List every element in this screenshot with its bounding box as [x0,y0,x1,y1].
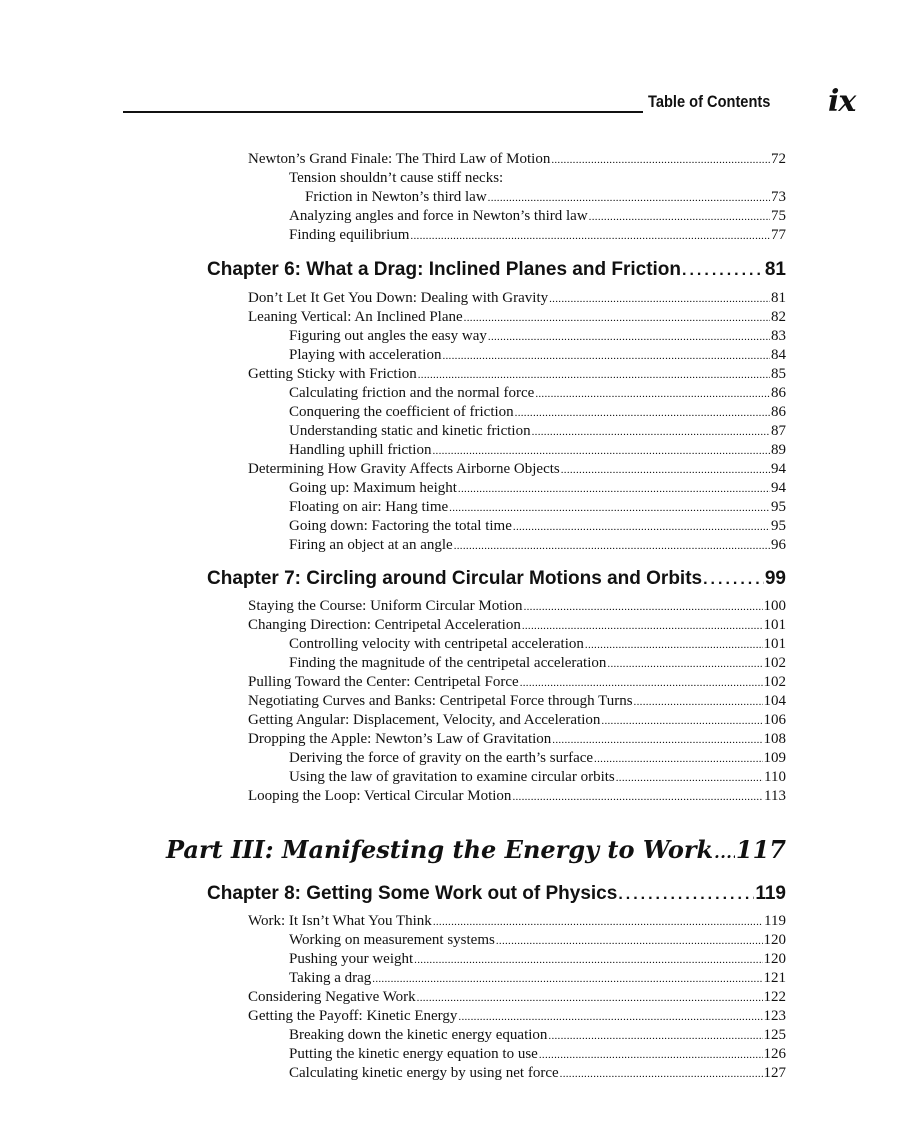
toc-entry[interactable]: Going up: Maximum height ..... 94 [289,480,786,497]
toc-entry[interactable]: Determining How Gravity Affects Airborne Objects ..... 94 [248,461,786,478]
dot-leader [548,1030,762,1042]
dot-leader [634,696,763,708]
dot-leader [513,521,770,533]
dot-leader [552,734,762,746]
toc-page-number: 84 [771,347,786,363]
toc-page-number: 96 [771,537,786,553]
toc-entry[interactable]: Considering Negative Work ..... 122 [248,989,786,1006]
chapter-heading[interactable]: Chapter 8: Getting Some Work out of Physics ..... 119 [207,883,786,905]
dot-leader [535,388,770,400]
dot-leader [458,483,770,495]
dot-leader [682,262,764,280]
toc-page-number: 127 [763,1065,786,1081]
toc-entry[interactable]: Taking a drag ..... 121 [289,970,786,987]
toc-page-number: 119 [755,883,786,904]
toc-page-number: 113 [764,788,786,804]
dot-leader [372,973,762,985]
toc-page-number: 110 [764,769,786,785]
toc-page-number: 101 [763,617,786,633]
toc-entry[interactable]: Changing Direction: Centripetal Acceleration ..... 101 [248,617,786,634]
page-number: ix [828,84,856,119]
dot-leader [560,1068,763,1080]
toc-entry[interactable]: Tension shouldn’t cause stiff necks: [289,170,504,186]
toc-entry[interactable]: Breaking down the kinetic energy equation ..... 125 [289,1027,786,1044]
toc-entry[interactable]: Negotiating Curves and Banks: Centripetal Force through Turns ..... 104 [248,693,786,710]
toc-page-number: 85 [771,366,786,382]
dot-leader [607,658,762,670]
toc-entry[interactable]: Getting Sticky with Friction ..... 85 [248,366,786,383]
dot-leader [454,540,770,552]
chapter-heading[interactable]: Chapter 7: Circling around Circular Motions and Orbits ..... 99 [207,568,786,590]
toc-page-number: 121 [763,970,786,986]
toc-entry[interactable]: Deriving the force of gravity on the earth’s surface ..... 109 [289,750,786,767]
toc-page-number: 75 [771,208,786,224]
header-rule [123,111,643,113]
dot-leader [433,916,763,928]
toc-entry[interactable]: Work: It Isn’t What You Think ..... 119 [248,913,786,930]
toc-entry[interactable]: Using the law of gravitation to examine circular orbits ..... 110 [289,769,786,786]
dot-leader [561,464,770,476]
toc-entry[interactable]: Floating on air: Hang time ..... 95 [289,499,786,516]
toc-page-number: 119 [764,913,786,929]
toc-page-number: 82 [771,309,786,325]
toc-page-number: 123 [763,1008,786,1024]
toc-entry[interactable]: Playing with acceleration ..... 84 [289,347,786,364]
toc-entry[interactable]: Pushing your weight ..... 120 [289,951,786,968]
dot-leader [703,571,764,589]
toc-entry[interactable]: Putting the kinetic energy equation to use ..... 126 [289,1046,786,1063]
dot-leader [539,1049,763,1061]
toc-page-number: 104 [763,693,786,709]
toc-page-number: 81 [764,259,786,280]
toc-entry[interactable]: Figuring out angles the easy way ..... 83 [289,328,786,345]
dot-leader [496,935,763,947]
dot-leader [618,886,754,904]
toc-entry[interactable]: Working on measurement systems ..... 120 [289,932,786,949]
dot-leader [488,331,770,343]
dot-leader [418,369,770,381]
toc-entry[interactable]: Friction in Newton’s third law ..... 73 [305,189,786,206]
toc-entry[interactable]: Handling uphill friction ..... 89 [289,442,786,459]
dot-leader [442,350,770,362]
toc-entry[interactable]: Looping the Loop: Vertical Circular Motion ..... 113 [248,788,786,805]
dot-leader [512,791,763,803]
toc-entry[interactable]: Firing an object at an angle ..... 96 [289,537,786,554]
toc-page-number: 87 [771,423,786,439]
toc-entry[interactable]: Calculating friction and the normal force ..... 86 [289,385,786,402]
dot-leader [432,445,770,457]
toc-page-number: 94 [771,480,786,496]
dot-leader [449,502,770,514]
toc-entry[interactable]: Going down: Factoring the total time ..... 95 [289,518,786,535]
running-header-title: Table of Contents [648,92,771,111]
toc-page-number: 86 [771,385,786,401]
toc-entry[interactable]: Understanding static and kinetic friction ..... 87 [289,423,786,440]
toc-entry[interactable]: Staying the Course: Uniform Circular Motion ..... 100 [248,598,786,615]
toc-entry[interactable]: Finding equilibrium ..... 77 [289,227,786,244]
toc-page-number: 120 [763,951,786,967]
toc-page-number: 122 [763,989,786,1005]
toc-page-number: 86 [771,404,786,420]
dot-leader [601,715,762,727]
toc-page-number: 126 [763,1046,786,1062]
toc-page-number: 73 [771,189,786,205]
toc-entry[interactable]: Getting Angular: Displacement, Velocity, and Acceleration ..... 106 [248,712,786,729]
toc-page-number: 95 [771,499,786,515]
toc-entry[interactable]: Don’t Let It Get You Down: Dealing with Gravity ..... 81 [248,290,786,307]
toc-entry[interactable]: Controlling velocity with centripetal acceleration ..... 101 [289,636,786,653]
dot-leader [594,753,762,765]
toc-page-number: 102 [763,674,786,690]
dot-leader [414,954,762,966]
toc-page-number: 120 [763,932,786,948]
toc-entry[interactable]: Dropping the Apple: Newton’s Law of Gravitation ..... 108 [248,731,786,748]
toc-page-number: 95 [771,518,786,534]
dot-leader [520,677,763,689]
toc-page-number: 81 [771,290,786,306]
dot-leader [515,407,770,419]
toc-page-number: 101 [763,636,786,652]
toc-page-number: 100 [763,598,786,614]
dot-leader [464,312,770,324]
toc-page-number: 72 [771,151,786,167]
toc-entry[interactable]: Newton’s Grand Finale: The Third Law of Motion ..... 72 [248,151,786,168]
dot-leader [616,772,763,784]
chapter-heading[interactable]: Chapter 6: What a Drag: Inclined Planes and Friction ..... 81 [207,259,786,281]
toc-entry[interactable]: Calculating kinetic energy by using net force ..... 127 [289,1065,786,1082]
dot-leader [585,639,763,651]
toc-entry[interactable]: Finding the magnitude of the centripetal acceleration ..... 102 [289,655,786,672]
dot-leader [524,601,763,613]
toc-page-number: 106 [763,712,786,728]
toc-page-number: 117 [735,835,786,864]
toc-page-number: 77 [771,227,786,243]
toc-page-number: 109 [763,750,786,766]
dot-leader [551,154,770,166]
dot-leader [458,1011,762,1023]
toc-entry[interactable]: Pulling Toward the Center: Centripetal Force ..... 102 [248,674,786,691]
dot-leader [488,192,770,204]
dot-leader [417,992,763,1004]
toc-page-number: 108 [763,731,786,747]
dot-leader [410,230,770,242]
toc-entry[interactable]: Leaning Vertical: An Inclined Plane ..... 82 [248,309,786,326]
dot-leader [522,620,763,632]
dot-leader [714,843,735,862]
toc-page-number: 83 [771,328,786,344]
part-heading[interactable]: Part III: Manifesting the Energy to Work ..... 117 [166,835,786,864]
toc-page-number: 99 [764,568,786,589]
toc-entry[interactable]: Getting the Payoff: Kinetic Energy ..... 123 [248,1008,786,1025]
toc-page-number: 102 [763,655,786,671]
dot-leader [532,426,770,438]
dot-leader [589,211,770,223]
toc-page-number: 94 [771,461,786,477]
dot-leader [549,293,770,305]
toc-entry[interactable]: Analyzing angles and force in Newton’s third law ..... 75 [289,208,786,225]
toc-page-number: 89 [771,442,786,458]
toc-entry[interactable]: Conquering the coefficient of friction ..... 86 [289,404,786,421]
toc-page-number: 125 [763,1027,786,1043]
